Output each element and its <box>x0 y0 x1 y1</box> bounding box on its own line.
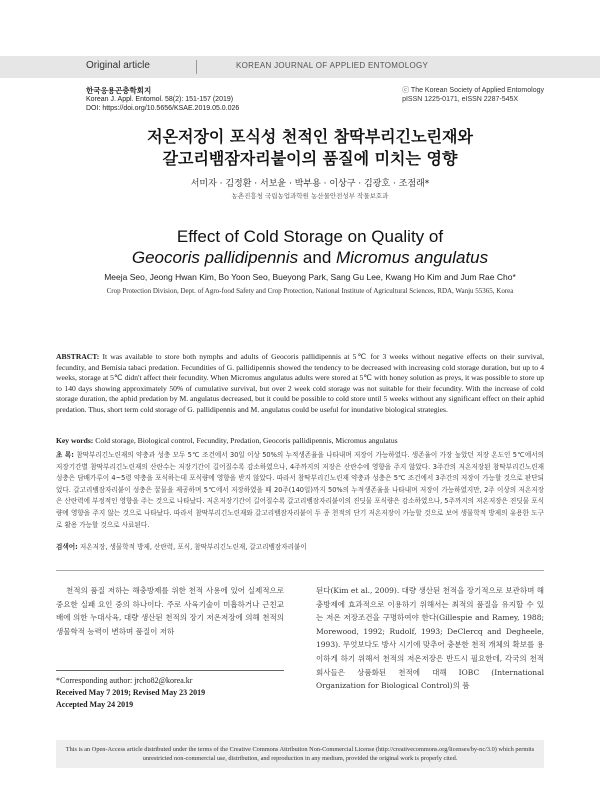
copyright-block <box>402 86 544 104</box>
english-abstract <box>56 352 544 415</box>
body-column-left: 천적의 품질 저하는 해충방제를 위한 천적 사용에 있어 실제적으로 중요한 실패 요인 중의 하나이다. 주로 사육기술이 미흡하거나 근친교배에 의한 누대사육, 대량 생산된 천적의 장기 저온저장에 의해 천적의 생물학적 능력이 변하며 품질이 저하 <box>56 586 284 636</box>
korean-abstract <box>56 450 544 531</box>
abstract-text: It was available to store both nymphs and adults of Geocoris pallidipennis at 5℃ for 3 weeks without negative effects on their survival, fecundity, and Bemisia tabaci predation. Fecundities of G. pallidipennis showed the tendency to be decreased with increasing cold storage duration, but up to 4 weeks, storage at 5℃ didn't affect their fecundity. When Micromus angulatus adults were stored at 5℃ with honey solution as preys, it was possible to store up to 140 days showing approximately 50% of cumulative survival, but over 2 week cold storage was not suitable for their fecundity. With the increase of cold storage duration, the aphid predation by M. angulatus decreased, but it could be possible to cold store until 5 weeks without any significant effect on their aphid predation. Thus, short term cold storage of G. pallidipennis and M. angulatus could be useful for inundative biological strategies. <box>56 352 544 414</box>
accepted-date: Accepted May 24 2019 <box>56 700 134 709</box>
doi-link[interactable]: DOI: https://doi.org/10.5656/KSAE.2019.05.0.026 <box>86 105 240 112</box>
journal-korean-name: 한국응용곤충학회지 <box>86 86 152 95</box>
korean-title <box>40 126 580 170</box>
keywords-label: Key words: <box>56 436 94 445</box>
english-authors: Meeja Seo, Jeong Hwan Kim, Bo Yoon Seo, Bueyong Park, Sang Gu Lee, Kwang Ho Kim and Jum Rae Cho* <box>104 272 516 282</box>
citation-block <box>86 86 239 113</box>
english-affiliation: Crop Protection Division, Dept. of Agro-food Safety and Crop Protection, National Institute of Agricultural Sciences, RDA, Wanju 55365, Korea <box>106 287 514 295</box>
korean-abstract-text: 참딱부리긴노린재의 약충과 성충 모두 5℃ 조건에서 30일 이상 50%의 누적생존율을 나타내며 저장이 가능하였다. 생존율이 가장 높았던 저장 온도인 5℃에서의 저장기간별 참딱부리긴노린재의 산란수는 저장기간이 길어질수록 감소하였으나, 4주까지의 저장은 산란수에 영향을 주지 않았다. 3주간의 저온저장된 참딱부리긴노린재 성충은 담배가루이 4~5령 약충을 포식하는데 포식량에 영향을 받지 않았다. 따라서 참딱부리긴노린재 약충과 성충은 5℃ 조건에서 3주간의 저장이 가능할 것으로 판단되었다. 갈고리뱀잠자리붙이 성충은 꿀물을 제공하며 5℃에서 저장하였을 때 20주(140일)까지 50%의 누적생존율을 나타내며 저장이 가능하였지만, 2주 이상의 저온저장은 산란력에 부정적인 영향을 주는 것으로 나타났다. 저온저장기간이 길어질수록 갈고리뱀잠자리붙이의 진딧물 포식량은 감소하였으나, 5주까지의 저온저장은 진딧물 포식량에 영향을 주지 않는 것으로 나타났다. 따라서 참딱부리긴노린재와 갈고리뱀잠자리붙이 두 종 천적의 단기 저온저장이 가능할 것으로 보여 생물학적 방제의 유용한 도구로 활용 가능할 것으로 사료된다. <box>56 451 544 529</box>
species-name-1: Geocoris pallidipennis <box>131 248 299 267</box>
section-divider <box>56 570 544 571</box>
english-title <box>40 226 580 268</box>
korean-authors: 서미자 · 김정환 · 서보윤 · 박부용 · 이상구 · 김광호 · 조점래* <box>190 179 430 189</box>
journal-header-band <box>0 56 600 78</box>
citation-reference: Korean J. Appl. Entomol. 58(2): 151-157 (2019) <box>86 96 234 103</box>
korean-affiliation: 농촌진흥청 국립농업과학원 농산물안전성부 작물보호과 <box>231 192 389 200</box>
corresponding-author: *Corresponding author: jrcho82@korea.kr <box>56 676 193 685</box>
korean-title-line1: 저온저장이 포식성 천적인 참딱부리긴노린재와 <box>147 127 473 146</box>
english-title-line2 <box>40 247 580 268</box>
korean-keywords-text: 저온저장, 생물학적 방제, 산란력, 포식, 참딱부리긴노린재, 갈고리뱀잠자리붙이 <box>79 543 307 551</box>
korean-title-line2: 갈고리뱀잠자리붙이의 품질에 미치는 영향 <box>162 149 458 168</box>
body-column-right: 된다(Kim et al., 2009). 대량 생산된 천적을 장기적으로 보관하며 해충방제에 효과적으로 이용하기 위해서는 최적의 품질을 유지할 수 있는 저온 저장조건을 구명하여야 한다(Gillespie and Ramey, 1988; Morewood, 1992; Rudolf, 1993; DeClercq and Degheele, 1993). 무엇보다도 방사 시기에 맞추어 충분한 천적 개체의 확보를 용이하게 하기 위해서 천적의 저온저장은 반드시 필요한데, 각국의 천적회사들은 상품화된 천적에 대해 IOBC (International Organization for Biological Control)의 품 <box>316 586 544 691</box>
keywords <box>56 436 544 446</box>
header-divider <box>196 60 197 74</box>
journal-name: KOREAN JOURNAL OF APPLIED ENTOMOLOGY <box>236 61 429 70</box>
received-revised-dates: Received May 7 2019; Revised May 23 2019 <box>56 688 206 697</box>
species-name-2: Micromus angulatus <box>336 248 489 267</box>
issn: pISSN 1225-0171, eISSN 2287-545X <box>402 96 519 103</box>
korean-keywords <box>56 542 544 552</box>
correspondence-block <box>56 670 284 711</box>
title-conjunction: and <box>302 248 332 267</box>
korean-abstract-label: 초 록: <box>56 451 74 459</box>
korean-keywords-label: 검색어: <box>56 543 78 551</box>
license-footer: This is an Open-Access article distributed under the terms of the Creative Commons Attribution Non-Commercial License (http://creativecommons.org/licenses/by-nc/3.0) which permits unrestricted non-commercial use, distribution, and reproduction in any medium, provided the original work is properly cited. <box>56 740 544 768</box>
abstract-label: ABSTRACT: <box>56 352 100 361</box>
correspondence-rule <box>56 670 284 671</box>
english-title-line1: Effect of Cold Storage on Quality of <box>176 227 444 246</box>
article-type: Original article <box>86 60 150 71</box>
copyright-society: ⓒ The Korean Society of Applied Entomology <box>402 87 544 94</box>
keywords-text: Cold storage, Biological control, Fecundity, Predation, Geocoris pallidipennis, Micromus angulatus <box>95 436 398 445</box>
